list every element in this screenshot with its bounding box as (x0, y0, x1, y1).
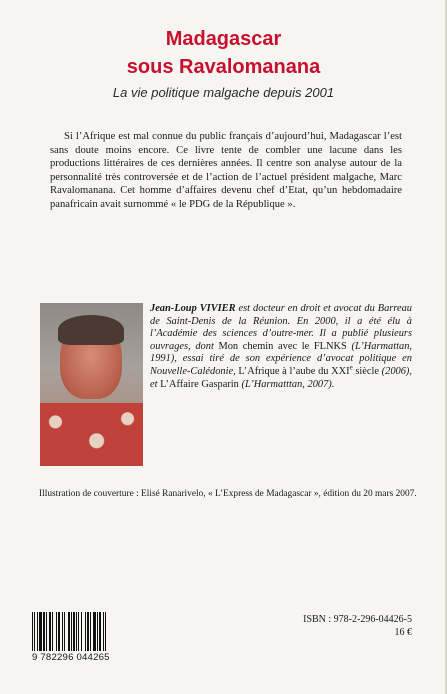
bio-text-2: ( (346, 340, 355, 352)
barcode-digits: 9 782296 044265 (32, 652, 110, 663)
book-subtitle: La vie politique malgache depuis 2001 (112, 85, 335, 100)
author-photo-shirt (40, 403, 143, 466)
summary-paragraph: Si l’Afrique est mal connue du public français d’aujourd’hui, Madagascar l’est sans doute moins encore. Ce livre tente de combler une lacune dans les productions littéraires de ces dernières années. Il centre son analyse autour de la personnalité très controversée et de l’action de l’actuel président malgache, Marc Ravalomanana. Cet homme d’affaires devenu chef d’Etat, qu’un hebdomadaire panafricain avait surnommé « le PDG de la République ». (50, 131, 402, 210)
bio-book-3: L’Affaire Gasparin (160, 378, 239, 390)
barcode-bars (32, 612, 124, 651)
author-bio (150, 303, 412, 391)
book-title-line-1: Madagascar (165, 28, 282, 50)
price: 16 € (394, 627, 412, 638)
bio-text-3: ), essai tiré de son expérience d’avocat politique en Nouvelle-Calédonie, (150, 353, 412, 377)
author-name: Jean-Loup VIVIER (150, 303, 236, 314)
author-photo (40, 303, 143, 466)
bio-book-2b: siècle (352, 365, 380, 377)
bio-publisher-2: L’Harmatttan, 2007 (244, 378, 329, 390)
bio-book-2a: L’Afrique à l’aube du XXI (238, 365, 350, 377)
barcode (32, 612, 124, 662)
bio-book-2-sup: e (349, 363, 353, 372)
book-title-line-2: sous Ravalomanana (126, 56, 321, 78)
bio-text-6: ). (328, 378, 335, 390)
bio-book-1: Mon chemin avec le FLNKS (218, 340, 347, 352)
barcode-stripe (105, 612, 106, 651)
bio-publisher-1: L’Harmattan, 1991 (150, 340, 413, 365)
isbn: ISBN : 978-2-296-04426-5 (303, 614, 412, 625)
author-photo-hair (58, 315, 124, 345)
bio-text-4: (2006), et (150, 365, 412, 390)
illustration-credit: Illustration de couverture : Elisé Ranarivelo, « L’Express de Madagascar », édition du 20 mars 2007. (39, 489, 417, 499)
bio-text-1: est docteur en droit et avocat du Barreau de Saint-Denis de la Réunion. En 2000, il a été élu à l’Académie des sciences d’outre-mer. Il a publié plusieurs ouvrages, dont (150, 303, 412, 352)
bio-text-5: ( (238, 378, 245, 390)
